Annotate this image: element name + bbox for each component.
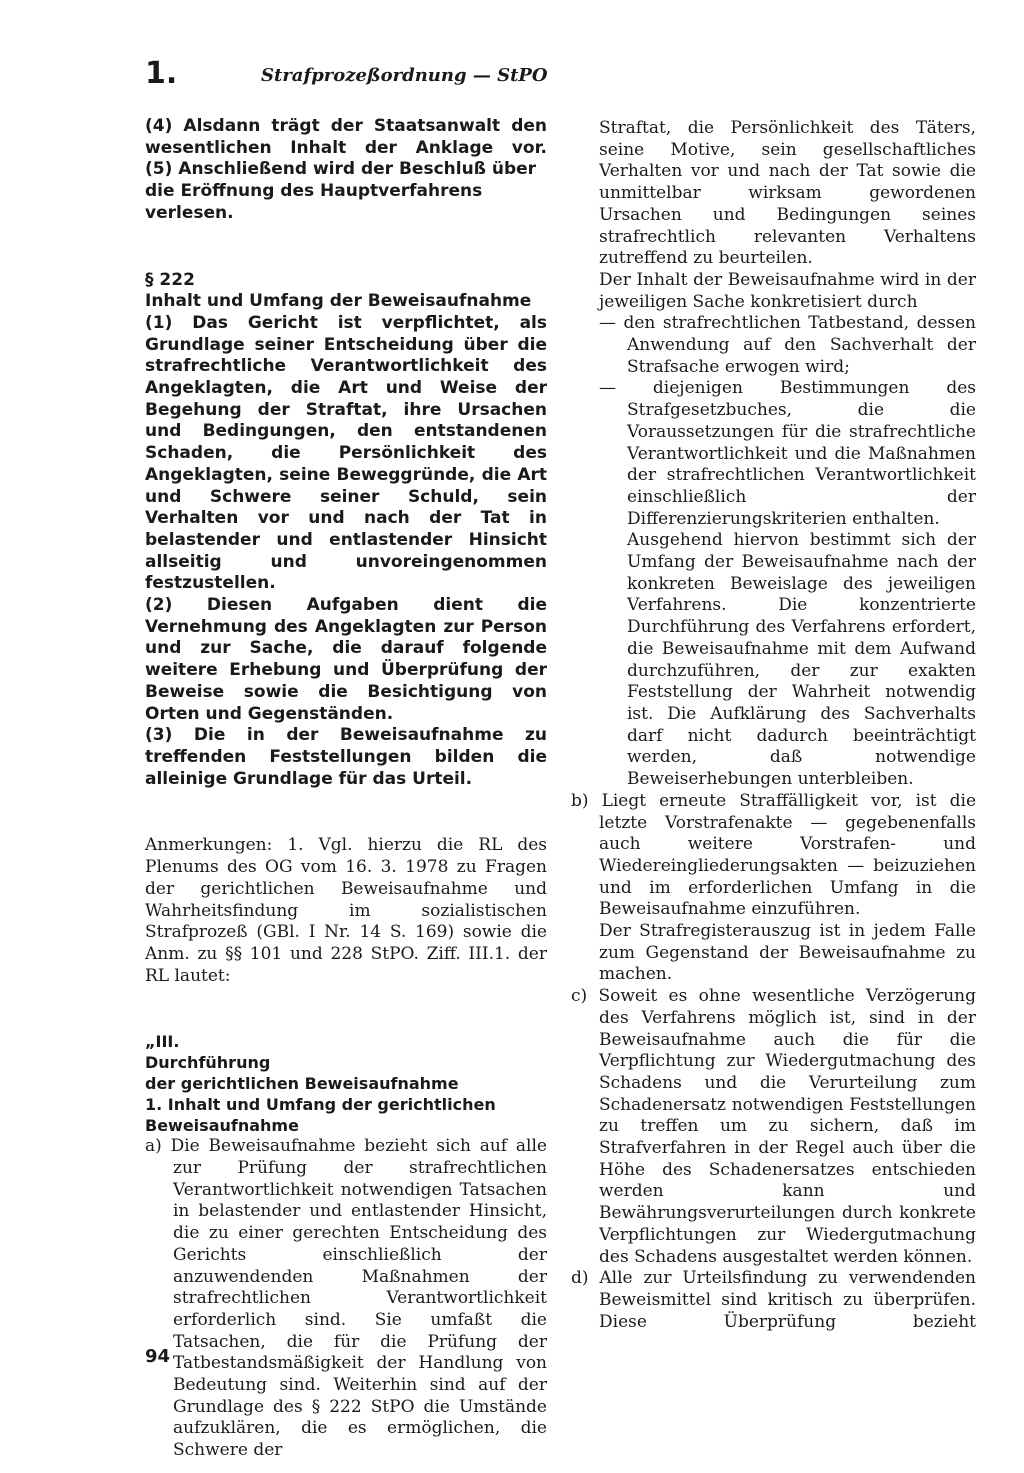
page-number: 94 (145, 1346, 171, 1367)
quote-item-a: a) Die Beweisaufnahme bezieht sich auf alle zur Prüfung der strafrechtlichen Verantwortlichkeit notwendigen Tatsachen in belastender und entlastender Hinsicht, die zu einer gerechten Entscheidung des Gerichts einschließlich der anzuwendenden Maßnahmen der strafrechtlichen Verantwortlichkeit erforderlich sind. Sie umfaßt die Tatsachen, die für die Prüfung der Tatbestandsmäßigkeit der Handlung von Bedeutung sind. Weiterhin sind auf der Grundlage des § 222 StPO die Umstände aufzuklären, die es ermöglichen, die Schwere der (145, 1136, 547, 1461)
chapter-number: 1. (145, 56, 178, 91)
ausgehend-paragraph: Ausgehend hiervon bestimmt sich der Umfang der Beweisaufnahme nach der konkreten Beweislage des jeweiligen Verfahrens. Die konzentrierte Durchführung des Verfahrens erfordert, die Beweisaufnahme mit dem Aufwand durchzuführen, der zur exakten Feststellung der Wahrheit notwendig ist. Die Aufklärung des Sachverhalts darf nicht dadurch beeinträchtigt werden, daß notwendige Beweiserhebungen unterbleiben. (627, 530, 976, 790)
quote-roman-heading: „III. (145, 1032, 180, 1052)
quote-item-d: d) Alle zur Urteilsfindung zu verwendenden Beweismittel sind kritisch zu überprüfen. Diese Überprüfung bezieht (571, 1268, 976, 1332)
dash-item-1: — den strafrechtlichen Tatbestand, dessen Anwendung auf den Sachverhalt der Strafsache erwogen wird; (599, 313, 976, 377)
quote-heading-line-2: der gerichtlichen Beweisaufnahme (145, 1073, 459, 1093)
quote-heading-line-3: 1. Inhalt und Umfang der gerichtlichen Beweisaufnahme (145, 1094, 496, 1135)
quote-item-b-second: Der Strafregisterauszug ist in jedem Falle zum Gegenstand der Beweisaufnahme zu machen. (599, 921, 976, 985)
item-a-continuation: Straftat, die Persönlichkeit des Täters, seine Motive, sein gesellschaftliches Verhalten vor und nach der Tat sowie die unmittelbar wirksam gewordenen Ursachen und Bedingungen seines strafrechtlich relevanten Verhaltens zutreffend zu beurteilen. (599, 118, 976, 269)
section-subsection-1: (1) Das Gericht ist verpflichtet, als Grundlage seiner Entscheidung über die strafrechtliche Verantwortlichkeit des Angeklagten, die Art und Weise der Begehung der Straftat, ihre Ursachen und Bedingungen, den entstandenen Schaden, die Persönlichkeit des Angeklagten, seine Beweggründe, die Art und Schwere seiner Schuld, sein Verhalten vor und nach der Tat in belastender und entlastender Hinsicht allseitig und unvoreingenommen festzustellen. (145, 312, 547, 594)
content-intro: Der Inhalt der Beweisaufnahme wird in der jeweiligen Sache konkretisiert durch (599, 269, 976, 312)
annotation-text: Anmerkungen: 1. Vgl. hierzu die RL des Plenums des OG vom 16. 3. 1978 zu Fragen der gerichtlichen Beweisaufnahme und Wahrheitsfindung im sozialistischen Strafprozeß (GBl. I Nr. 14 S. 169) sowie die Anm. zu §§ 101 und 228 StPO. Ziff. III.1. der RL lautet: (145, 835, 547, 986)
section-subsection-2: (2) Diesen Aufgaben dient die Vernehmung des Angeklagten zur Person und zur Sache, die darauf folgende weitere Erhebung und Überprüfung der Beweise sowie die Besichtigung von Orten und Gegenständen. (145, 595, 547, 724)
quote-item-b: b) Liegt erneute Straffälligkeit vor, ist die letzte Vorstrafenakte — gegebenenfalls auch weitere Vorstrafen- und Wiedereingliederungsakten — beizuziehen und im erforderlichen Umfang in die Beweisaufnahme einzuführen. (571, 790, 976, 920)
section-title: Inhalt und Umfang der Beweisaufnahme (145, 291, 532, 312)
quote-heading-line-1: Durchführung (145, 1053, 271, 1073)
left-column (145, 116, 547, 1462)
quote-item-c: c) Soweit es ohne wesentliche Verzögerung des Verfahrens möglich ist, sind in der Beweisaufnahme auch die für die Verpflichtung zur Wiedergutmachung des Schadens und die Verurteilung zum Schadenersatz notwendigen Feststellungen zu treffen um zu sichern, daß im Strafverfahren in der Regel auch über die Höhe des Schadenersatzes entschieden werden kann und Bewährungsverurteilungen durch konkrete Verpflichtungen zur Wiedergutmachung des Schadens ausgestaltet werden können. (571, 986, 976, 1267)
dash-item-2: — diejenigen Bestimmungen des Strafgesetzbuches, die die Voraussetzungen für die strafrechtliche Verantwortlichkeit und die Maßnahmen der strafrechtlichen Verantwortlichkeit einschließlich der Differenzierungskriterien enthalten. (599, 378, 976, 529)
right-column (571, 118, 976, 1333)
section-subsection-3: (3) Die in der Beweisaufnahme zu treffenden Feststellungen bilden die alleinige Grundlage für das Urteil. (145, 725, 547, 789)
paragraph-4: (4) Alsdann trägt der Staatsanwalt den wesentlichen Inhalt der Anklage vor. (145, 116, 547, 158)
running-title: Strafprozeßordnung — StPO (261, 65, 548, 86)
paragraph-5: (5) Anschließend wird der Beschluß über die Eröffnung des Hauptverfahrens verlesen. (145, 159, 537, 223)
running-header (145, 58, 565, 94)
section-number: § 222 (145, 269, 195, 290)
